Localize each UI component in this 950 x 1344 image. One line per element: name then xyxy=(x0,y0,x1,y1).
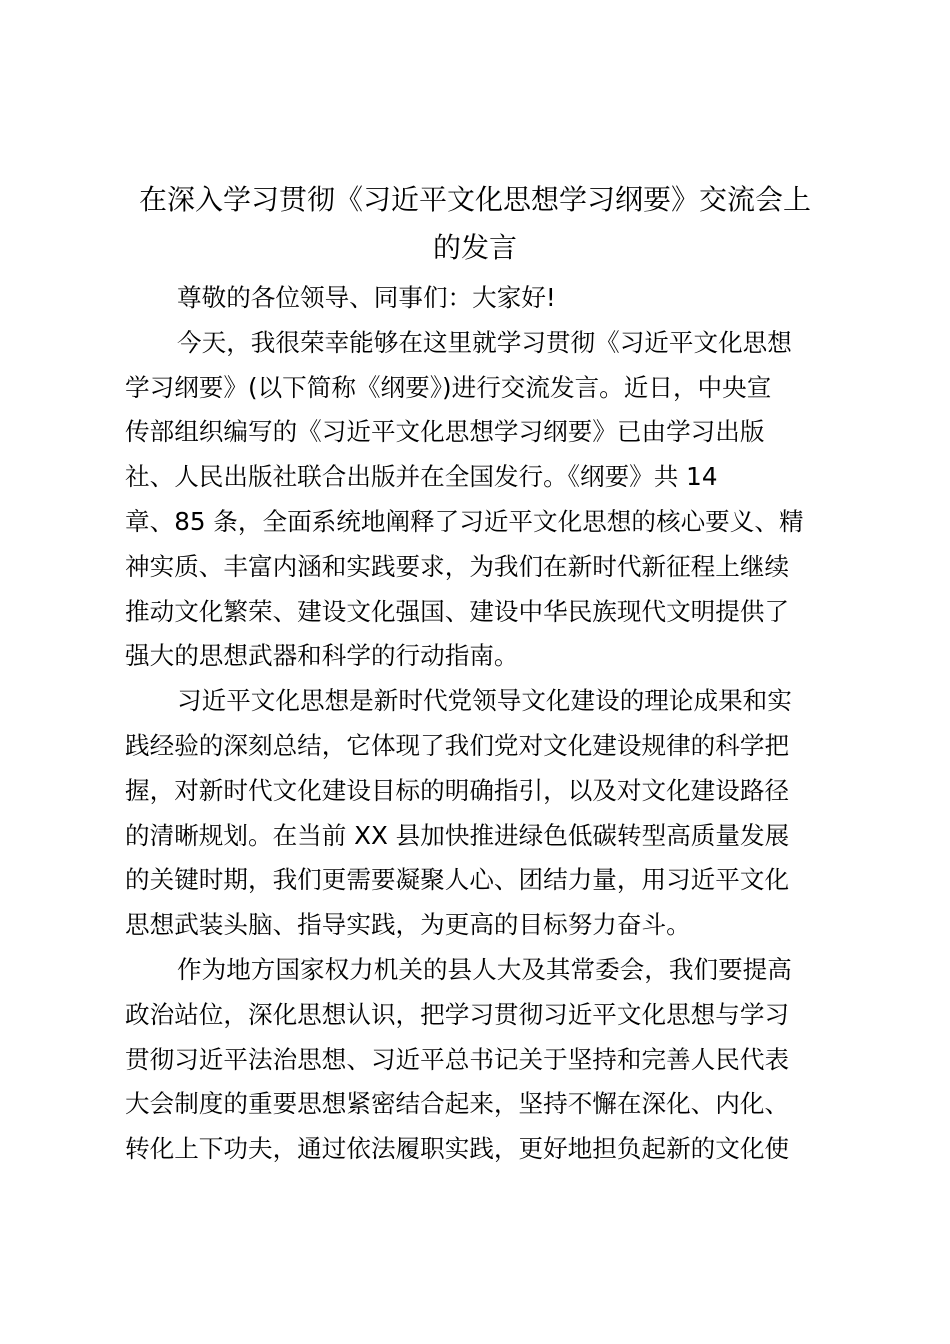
text-line: 推动文化繁荣、建设文化强国、建设中华民族现代文明提供了 xyxy=(125,596,790,626)
text-line: 尊敬的各位领导、同事们：大家好! xyxy=(177,283,556,312)
text-line: 的关键时期，我们更需要凝聚人心、团结力量，用习近平文化 xyxy=(125,865,790,895)
paragraph-3 xyxy=(125,948,835,1172)
text-line: 强大的思想武器和科学的行动指南。 xyxy=(125,641,519,671)
text-line: 章、85 条，全面系统地阐释了习近平文化思想的核心要义、精 xyxy=(125,506,804,536)
greeting-paragraph xyxy=(125,276,835,321)
text-line: 握，对新时代文化建设目标的明确指引，以及对文化建设路径 xyxy=(125,775,790,805)
title-line: 在深入学习贯彻《习近平文化思想学习纲要》交流会上 xyxy=(138,183,811,216)
paragraph-1 xyxy=(125,321,835,679)
text-line: 神实质、丰富内涵和实践要求，为我们在新时代新征程上继续 xyxy=(125,551,790,581)
text-line: 贯彻习近平法治思想、习近平总书记关于坚持和完善人民代表 xyxy=(125,1044,790,1074)
text-line: 的清晰规划。在当前 XX 县加快推进绿色低碳转型高质量发展 xyxy=(125,820,790,850)
text-line: 习近平文化思想是新时代党领导文化建设的理论成果和实 xyxy=(177,686,792,716)
text-line: 转化上下功夫，通过依法履职实践，更好地担负起新的文化使 xyxy=(125,1134,790,1164)
document-title xyxy=(118,176,832,272)
text-line: 思想武装头脑、指导实践，为更高的目标努力奋斗。 xyxy=(125,910,691,940)
text-line: 传部组织编写的《习近平文化思想学习纲要》已由学习出版 xyxy=(125,417,765,447)
text-line: 社、人民出版社联合出版并在全国发行。《纲要》共 14 xyxy=(125,462,718,492)
title-line: 的发言 xyxy=(432,231,517,264)
text-line: 大会制度的重要思想紧密结合起来，坚持不懈在深化、内化、 xyxy=(125,1089,790,1119)
text-line: 学习纲要》(以下简称《纲要》)进行交流发言。近日，中央宣 xyxy=(125,372,772,402)
text-line: 作为地方国家权力机关的县人大及其常委会，我们要提高 xyxy=(177,954,792,984)
paragraph-2 xyxy=(125,679,835,948)
text-line: 政治站位，深化思想认识，把学习贯彻习近平文化思想与学习 xyxy=(125,999,790,1029)
text-line: 今天，我很荣幸能够在这里就学习贯彻《习近平文化思想 xyxy=(177,327,792,357)
document-body xyxy=(125,276,835,1172)
text-line: 践经验的深刻总结，它体现了我们党对文化建设规律的科学把 xyxy=(125,730,790,760)
